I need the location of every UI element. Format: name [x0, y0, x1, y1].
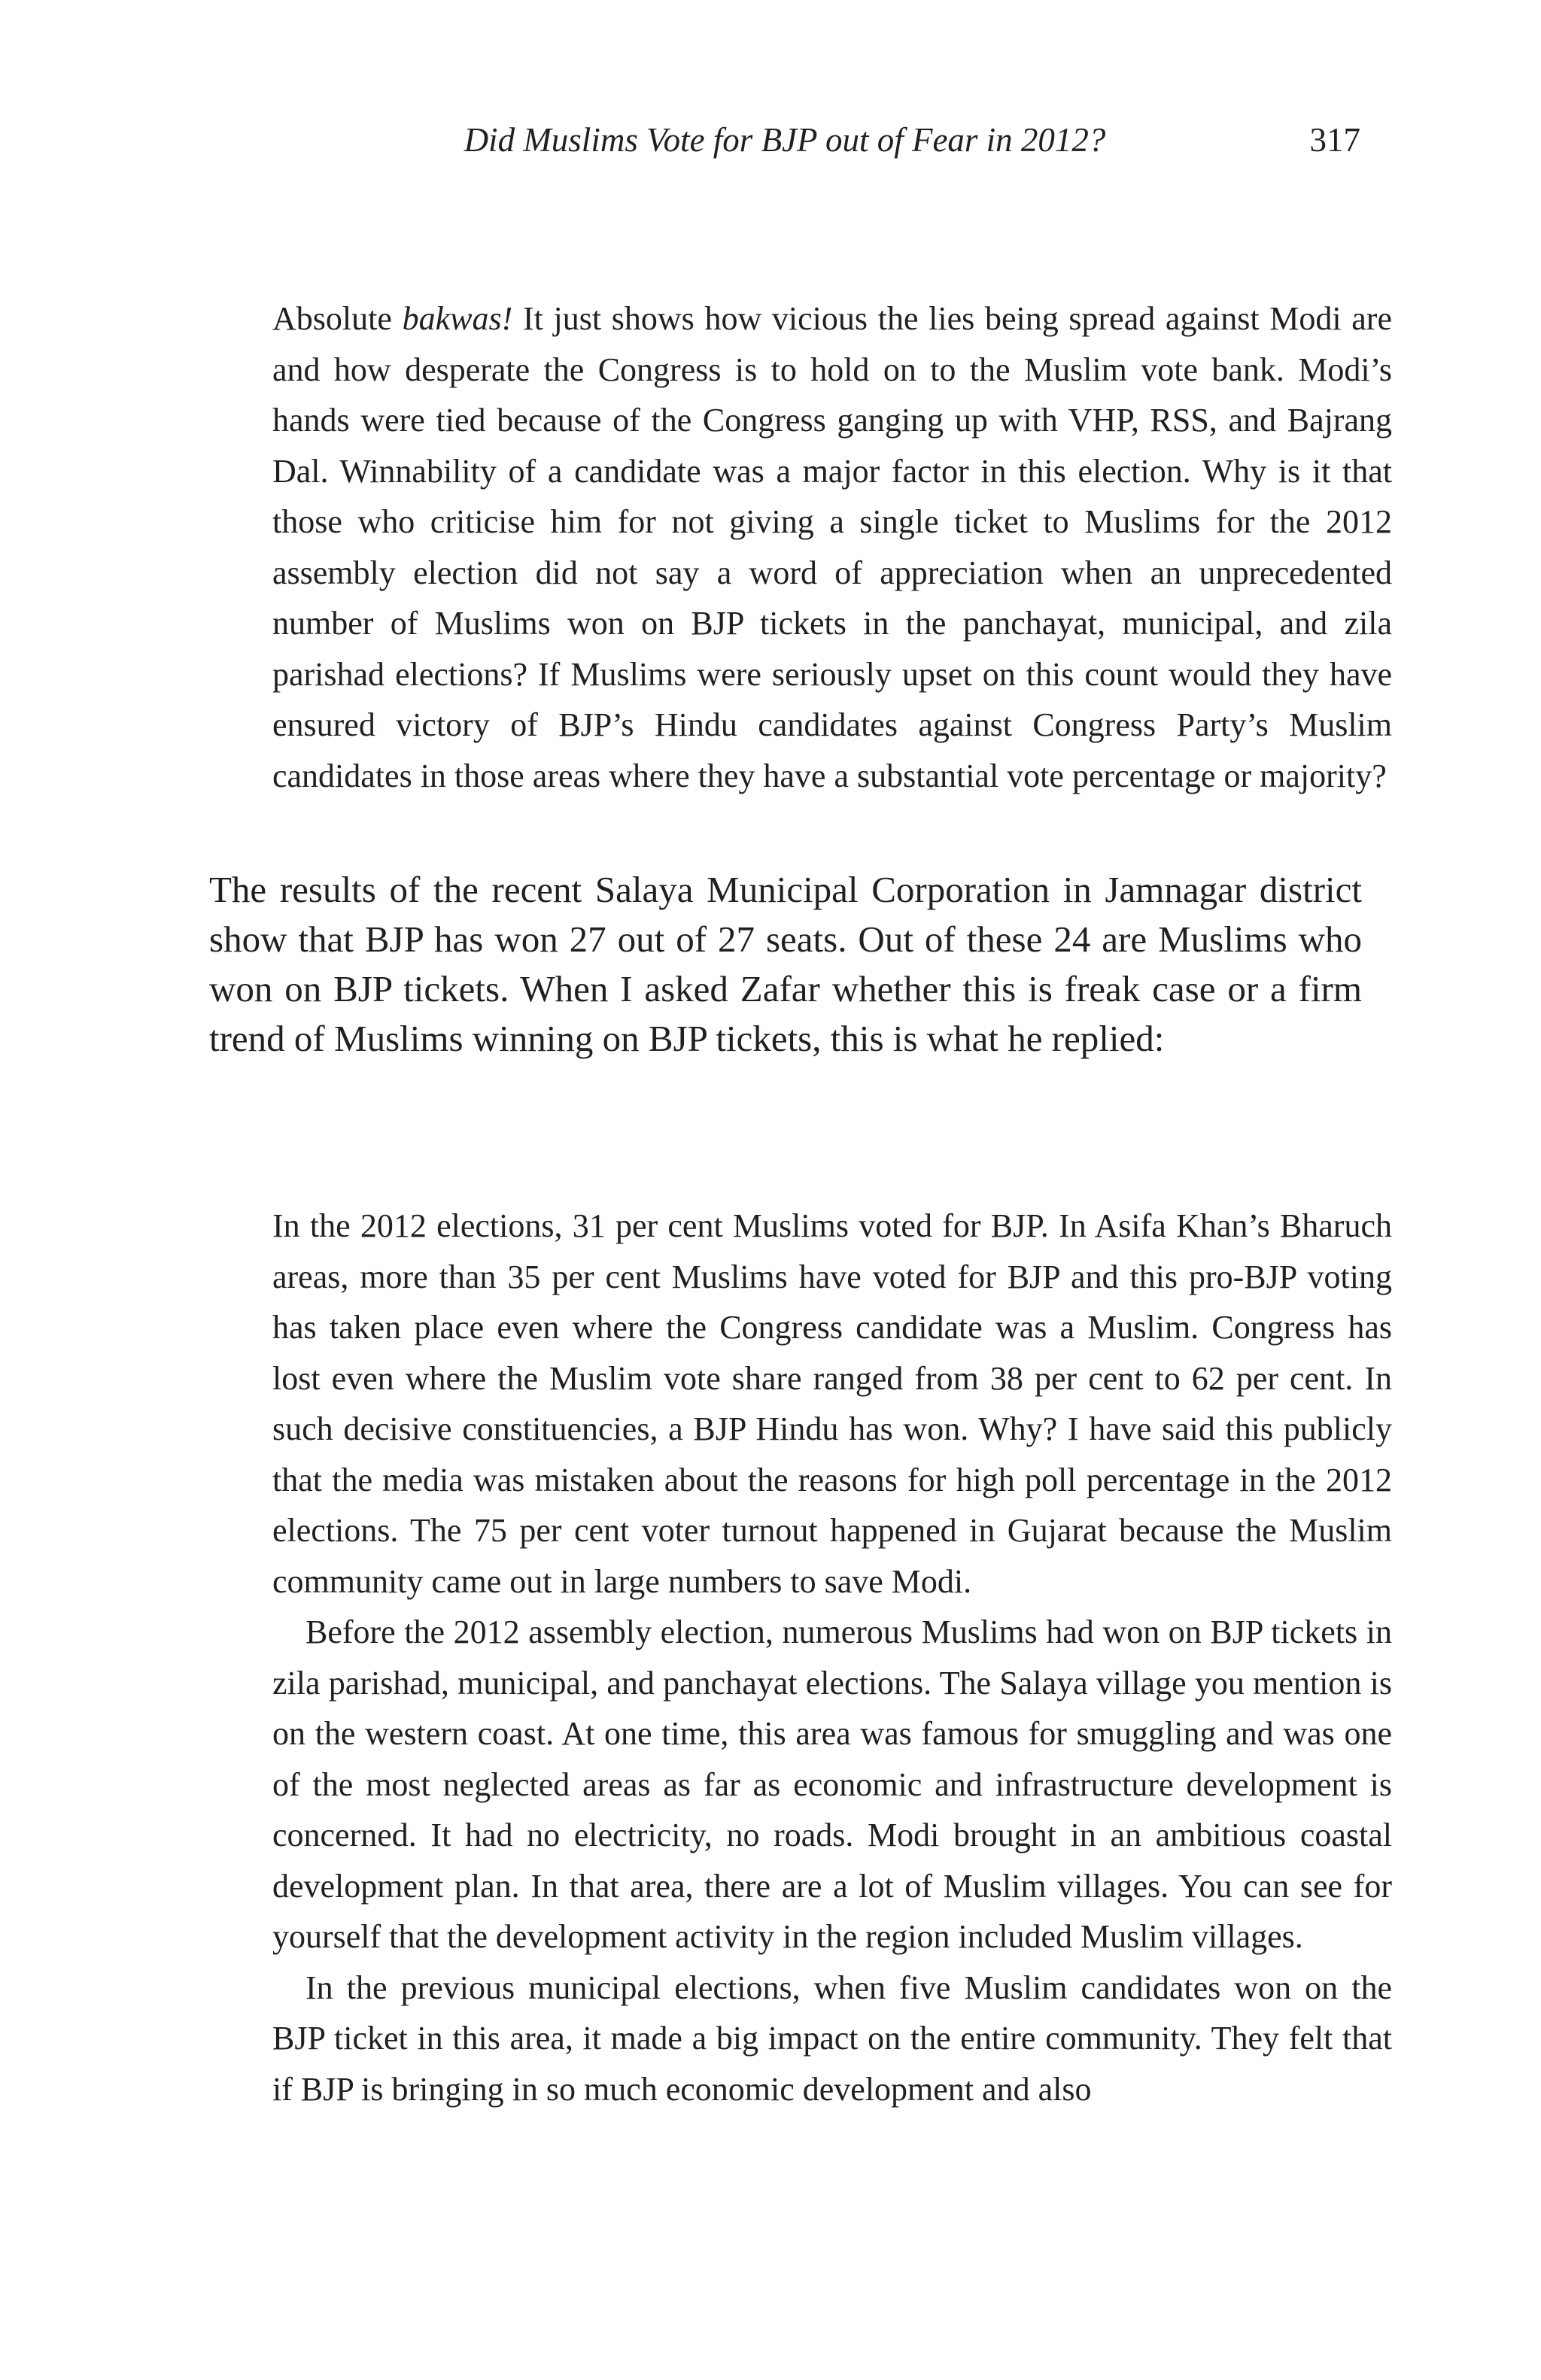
quote-1-lead-word: Absolute: [272, 300, 403, 337]
body-paragraph: The results of the recent Salaya Municipal Corporation in Jamnagar district show that BJP has won 27 out of 27 seats. Out of these 24 are Muslims who won on BJP tickets. When I asked Zafar whether this is freak case or a firm trend of Muslims winning on BJP tickets, this is what he replied:: [209, 869, 1362, 1059]
running-title: Did Muslims Vote for BJP out of Fear in 2012?: [464, 121, 1106, 159]
quote-2-paragraph-1: In the 2012 elections, 31 per cent Muslims voted for BJP. In Asifa Khan’s Bharuch areas, more than 35 per cent Muslims have voted for BJP and this pro-BJP voting has taken place even where the Congress candidate was a Muslim. Congress has lost even where the Muslim vote share ranged from 38 per cent to 62 per cent. In such decisive constituencies, a BJP Hindu has won. Why? I have said this publicly that the media was mistaken about the reasons for high poll percentage in the 2012 elections. The 75 per cent voter turnout happened in Gujarat because the Muslim community came out in large numbers to save Modi.: [272, 1207, 1392, 1600]
running-head: [209, 117, 1360, 162]
quote-2-paragraph-3: In the previous municipal elections, when five Muslim candidates won on the BJP ticket in this area, it made a big impact on the entire community. They felt that if BJP is bringing in so much economic development and also: [272, 1969, 1392, 2108]
quote-1-text: It just shows how vicious the lies being spread against Modi are and how desperate the Congress is to hold on to the Muslim vote bank. Modi’s hands were tied because of the Congress ganging up with VHP, RSS, and Bajrang Dal. Winnability of a candidate was a major factor in this election. Why is it that those who criticise him for not giving a single ticket to Muslims for the 2012 assembly election did not say a word of appreciation when an unprecedented number of Muslims won on BJP tickets in the panchayat, municipal, and zila parishad elections? If Muslims were seriously upset on this count would they have ensured victory of BJP’s Hindu candidates against Congress Party’s Muslim candidates in those areas where they have a substantial vote percentage or majority?: [272, 300, 1392, 794]
quote-1-italic-word: bakwas!: [402, 300, 513, 337]
quote-2-paragraph-2: Before the 2012 assembly election, numerous Muslims had won on BJP tickets in zila parishad, municipal, and panchayat elections. The Salaya village you mention is on the western coast. At one time, this area was famous for smuggling and was one of the most neglected areas as far as economic and infrastructure development is concerned. It had no electricity, no roads. Modi brought in an ambitious coastal development plan. In that area, there are a lot of Muslim villages. You can see for yourself that the development activity in the region included Muslim villages.: [272, 1613, 1392, 1955]
block-quote-1: [272, 293, 1392, 801]
block-quote-2: [272, 1201, 1392, 2114]
quote-1-paragraph: [272, 293, 1392, 801]
page-number: 317: [1309, 121, 1360, 159]
